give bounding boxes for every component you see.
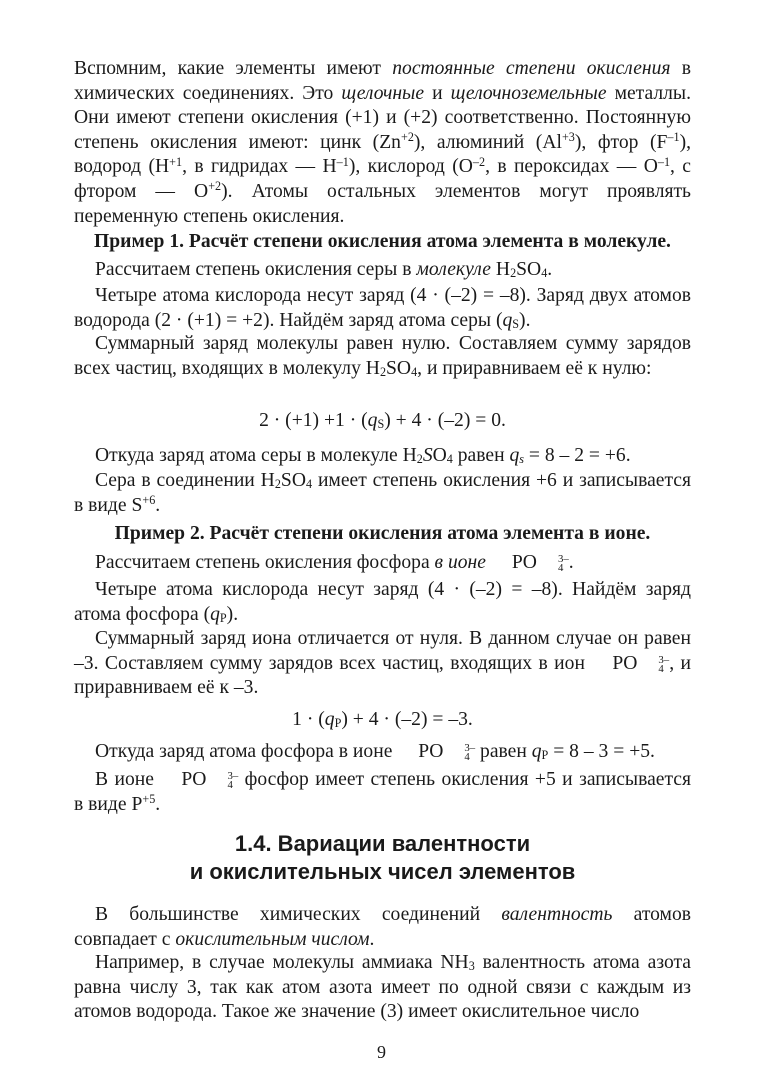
example-2-sentence-1: Рассчитаем степень окисления фосфора в ионе PO 3– 4 . (95, 552, 574, 575)
phosphate-ion-formula: PO 3– 4 (181, 769, 239, 792)
valence-paragraph: В большинстве химических соединений валентность атомов совпадает с окислительным числом. (74, 904, 692, 950)
example-2-equation: $1 \cdot (q_P) + 4 \cdot (-2) = -3$. (292, 709, 473, 731)
ammonia-paragraph: Например, в случае молекулы аммиака $NH_3$ валентность атома азота равна числу 3, так как атом азота имеет по одной связи с каждым из атомов водорода. Такое же значение (3) имеет окислительное число (74, 952, 691, 1023)
section-heading (74, 830, 691, 886)
example-1-sentence-4: Откуда заряд атома серы в молекуле $H_2SO_4$ равен $q_s = 8 - 2 = +6$. (95, 445, 631, 467)
example-1-sentence-5: Сера в соединении $H_2SO_4$ имеет степень окисления +6 и записывается в виде $S^{+6}$. (74, 470, 691, 516)
example-2-sentence-5: В ионе PO 3– 4 фосфор имеет степень окисления +5 и записывается в виде $P^{+5}$. (74, 769, 691, 815)
phosphate-ion-formula: PO 3– 4 (612, 652, 670, 675)
page-number: 9 (377, 1042, 386, 1062)
example-2-title: Пример 2. Расчёт степени окисления атома элемента в ионе. (114, 523, 651, 544)
example-1-sentence-3: Суммарный заряд молекулы равен нулю. Составляем сумму зарядов всех частиц, входящих в молекулу $H_2SO_4$, и приравниваем её к нулю: (74, 333, 691, 380)
intro-paragraph: Вспомним, какие элементы имеют постоянные степени окисления в химических соединениях. Это щелочные и щелочноземельные металлы. Они имеют степени окисления (+1) и (+2) соответственно. Постоянную степень окисления имеют: цинк $(Zn^{+2})$, алюминий $(Al^{+3})$, фтор $(F^{-1})$, водород ($H^{+1}$, в гидридах — $H^{-1}$), кислород ($O^{-2}$, в пероксидах — $O^{-1}$, с фтором — $O^{+2}$). Атомы остальных элементов могут проявлять переменную степень окисления. (74, 58, 692, 227)
example-1-sentence-2: Четыре атома кислорода несут заряд (4 · (–2) = –8). Заряд двух атомов водорода (2 · (+1) = +2). Найдём заряд атома серы $(q_S)$. (74, 285, 691, 332)
example-1-title: Пример 1. Расчёт степени окисления атома элемента в молекуле. (94, 231, 671, 252)
example-2-sentence-3: Суммарный заряд иона отличается от нуля. В данном случае он равен –3. Составляем сумму зарядов всех частиц, входящих в ион PO 3– 4 , и приравниваем её к –3. (74, 628, 691, 699)
example-1-sentence-1: Рассчитаем степень окисления серы в молекуле $H_2SO_4$. (95, 259, 553, 281)
phosphate-ion-formula: PO 3– 4 (418, 741, 476, 764)
section-heading-line-1: 1.4. Вариации валентности (234, 831, 531, 856)
example-1-equation: $2 \cdot (+1) +1 \cdot (q_S) + 4 \cdot (-2) = 0$. (259, 410, 506, 432)
example-2-sentence-2: Четыре атома кислорода несут заряд (4 · (–2) = –8). Найдём заряд атома фосфора $(q_P)$. (74, 579, 691, 626)
example-2-sentence-4: Откуда заряд атома фосфора в ионе PO 3– 4 равен $q_P = 8 - 3 = +5$. (95, 741, 655, 764)
section-heading-line-2: и окислительных чисел элементов (189, 859, 576, 884)
phosphate-ion-formula: PO 3– 4 (511, 552, 569, 575)
